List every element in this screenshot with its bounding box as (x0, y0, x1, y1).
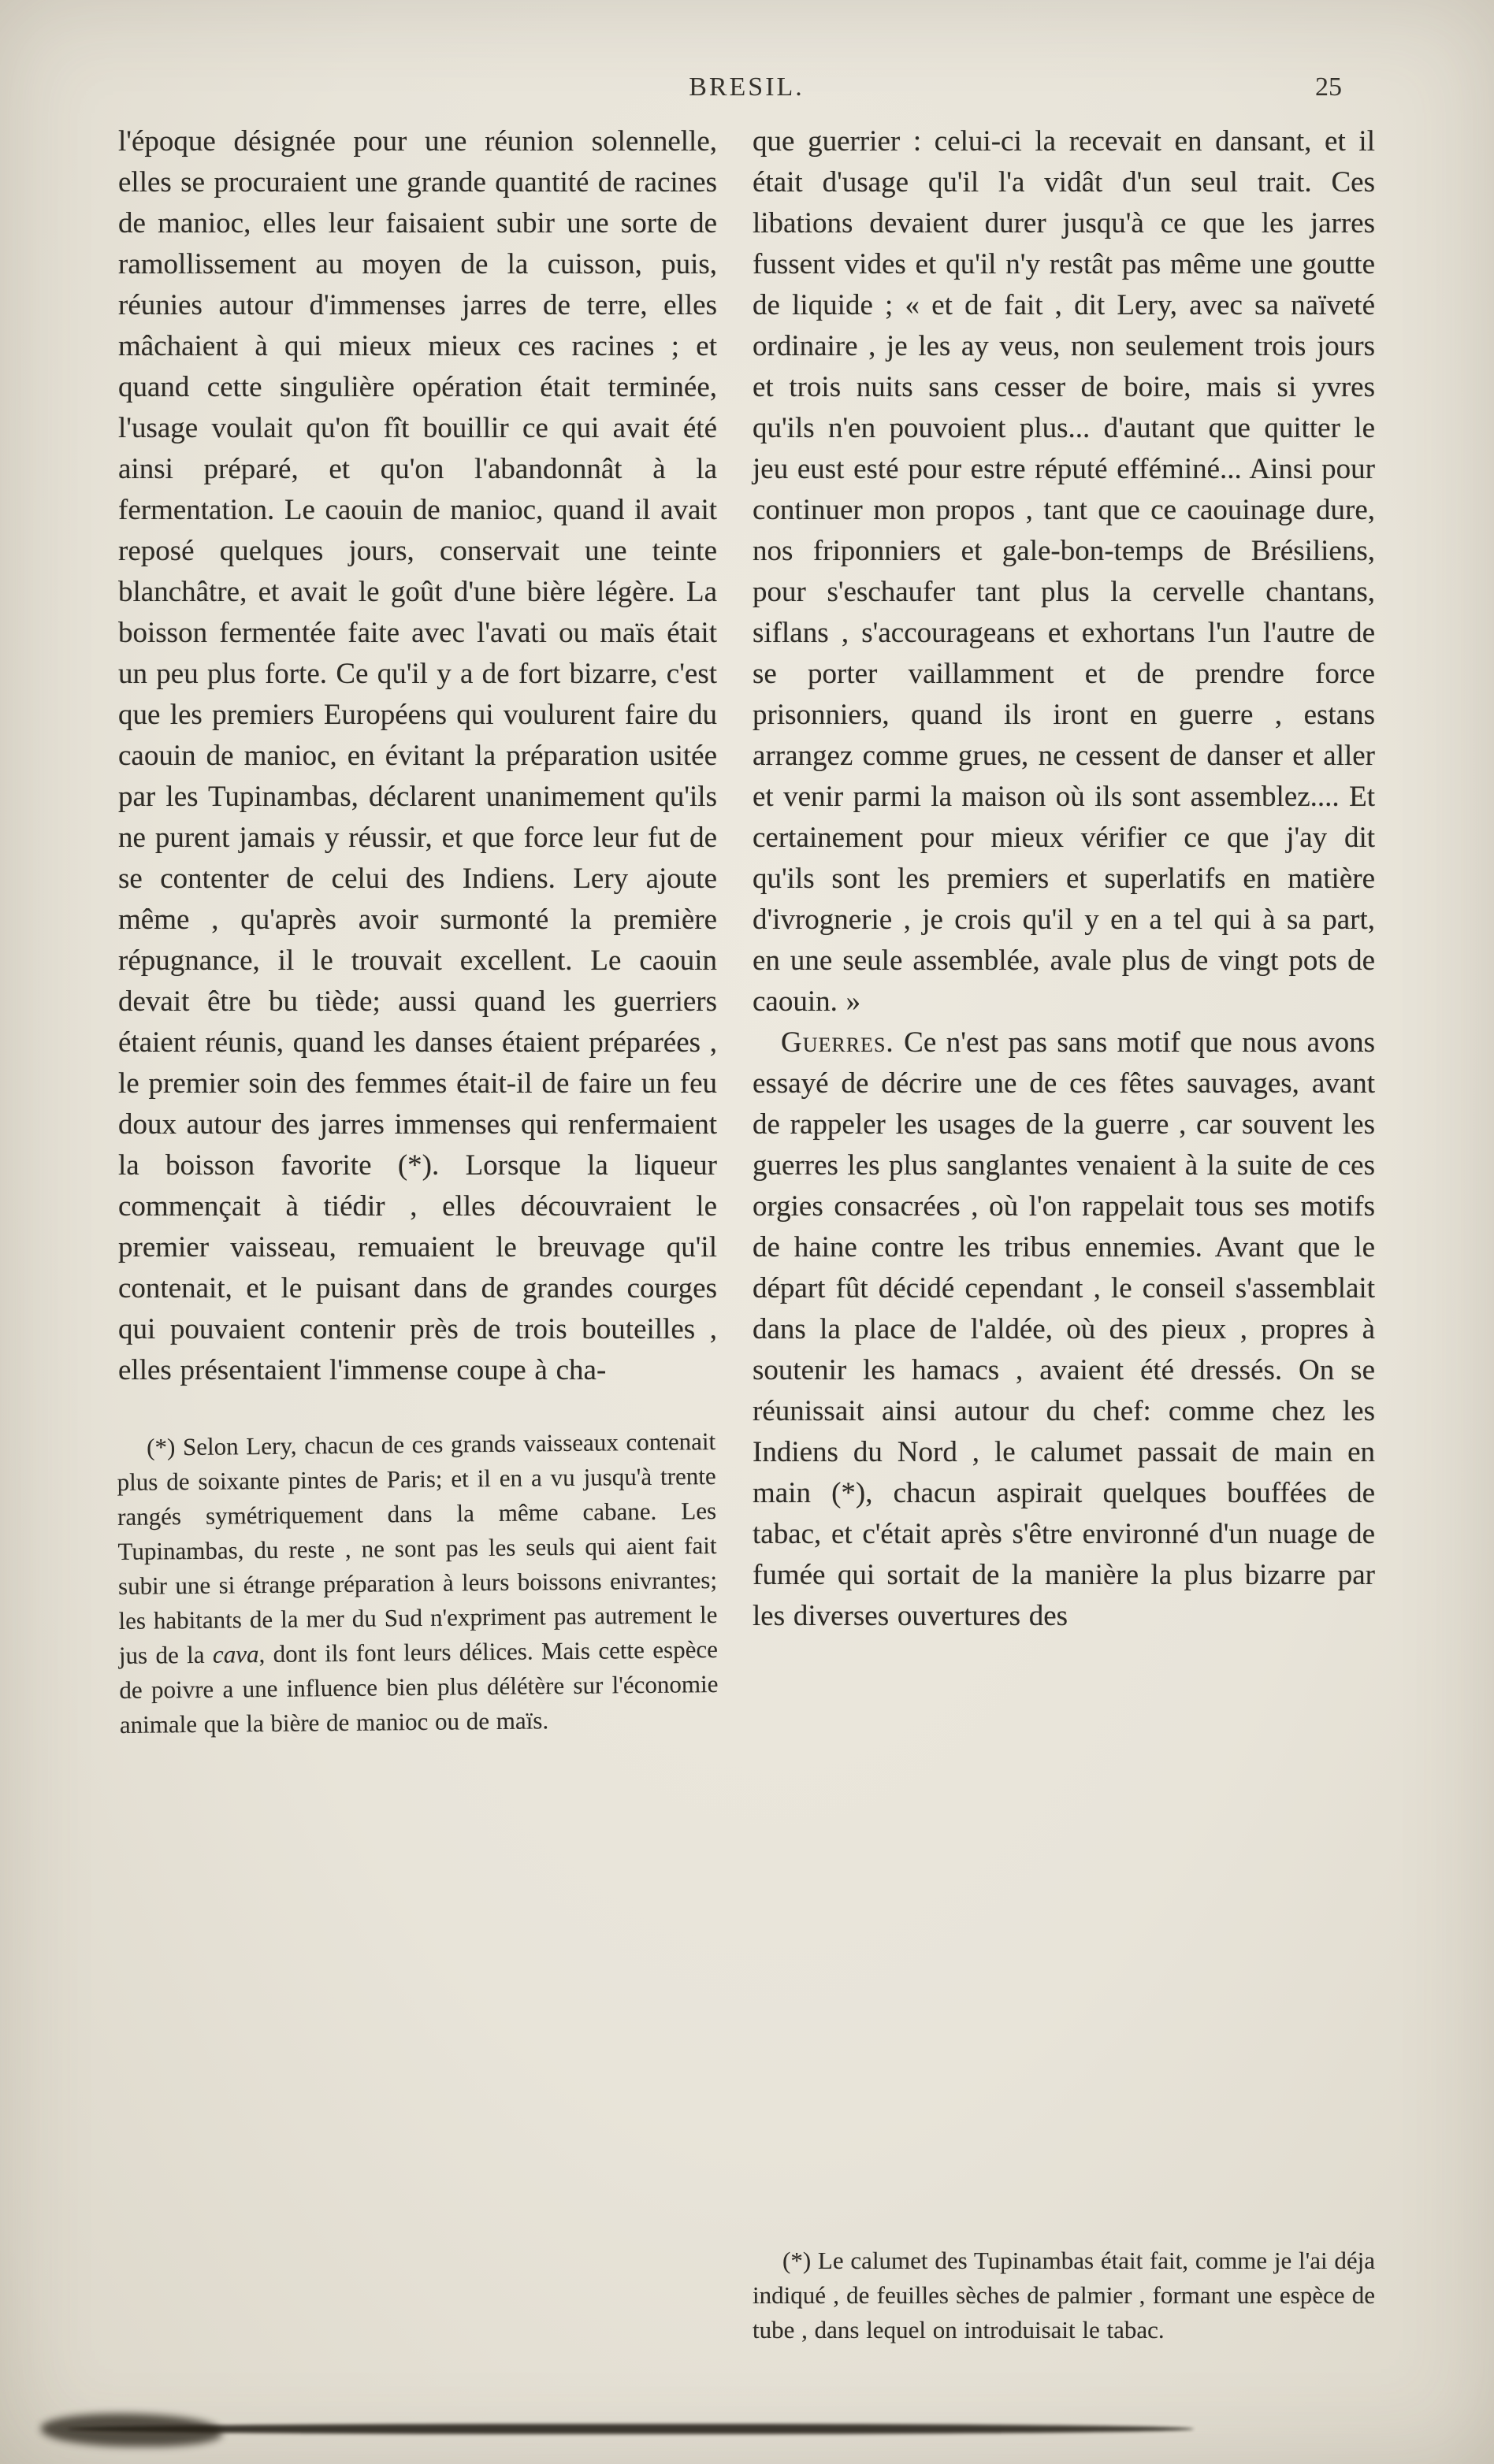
left-footnote-text-end: , dont ils font leurs délices. Mais cette espèce de poivre a une influence bien plus délétère sur l'économie animale que la bière de manioc ou de maïs. (119, 1635, 719, 1739)
running-title: BRESIL. (689, 72, 805, 102)
right-footnote: (*) Le calumet des Tupinambas était fait, comme je l'ai déja indiqué , de feuilles sèches de palmier , formant une espèce de tube , dans lequel on introduisait le tabac. (753, 2247, 1375, 2343)
guerres-section-text: Ce n'est pas sans motif que nous avons essayé de décrire une de ces fêtes sauvages, avant de rappeler les usages de la guerre , car souvent les guerres les plus sanglantes venaient à la suite de ces orgies consacrées , où l'on rappelait tous ses motifs de haine contre les tribus ennemies. Avant que le départ fût décidé cependant , le conseil s'assemblait dans la place de l'aldée, où des pieux , propres à soutenir les hamacs , avaient été dressés. On se réunissait ainsi autour du chef: comme chez les Indiens du Nord , le calumet passait de main en main (*), chacun aspirait quelques bouffées de tabac, et c'était après s'être environné d'un nuage de fumée qui sortait de la manière la plus bizarre par les diverses ouvertures des (753, 1026, 1375, 1632)
right-body-paragraph-1: que guerrier : celui-ci la recevait en dansant, et il était d'usage qu'il l'a vidât d'un seul trait. Ces libations devaient durer jusqu'à ce que les jarres fussent vides et qu'il n'y restât pas même une goutte de liquide ; « et de fait , dit Lery, avec sa naïveté ordinaire , je les ay veus, non seulement trois jours et trois nuits sans cesser de boire, mais si yvres qu'ils n'en pouvoient plus... d'autant que quitter le jeu eust esté pour estre réputé efféminé... Ainsi pour continuer mon propos , tant que ce caouinage dure, nos friponniers et gale-bon-temps de Brésiliens, pour s'eschaufer tant plus la cervelle chantans, siflans , s'accourageans et exhortans l'un l'autre de se porter vaillamment et de prendre force prisonniers, quand ils iront en guerre , estans arrangez comme grues, ne cessent de danser et aller et venir parmi la maison où ils sont assemblez.... Et certainement pour mieux vérifier ce que j'ay dit qu'ils sont les premiers et superlatifs en matière d'ivrognerie , je crois qu'il y en a tel qui à sa part, en une seule assemblée, avale plus de vingt pots de caouin. » (753, 125, 1375, 1018)
page-header (118, 72, 1375, 118)
right-column (753, 121, 1375, 2347)
scan-corner-artifact (41, 2414, 222, 2447)
left-body-paragraph: l'époque désignée pour une réunion solennelle, elles se procuraient une grande quantité de racines de manioc, elles leur faisaient subir une sorte de ramollissement au moyen de la cuisson, puis, réunies autour d'immenses jarres de terre, elles mâchaient à qui mieux mieux ces racines ; et quand cette singulière opération était terminée, l'usage voulait qu'on fît bouillir ce qui avait été ainsi préparé, et qu'on l'abandonnât à la fermentation. Le caouin de manioc, quand il avait reposé quelques jours, conservait une teinte blanchâtre, et avait le goût d'une bière légère. La boisson fermentée faite avec l'avati ou maïs était un peu plus forte. Ce qu'il y a de fort bizarre, c'est que les premiers Européens qui voulurent faire du caouin de manioc, en évitant la préparation usitée par les Tupinambas, déclarent unanimement qu'ils ne purent jamais y réussir, et que force leur fut de se contenter de celui des Indiens. Lery ajoute même , qu'après avoir surmonté la première répugnance, il le trouvait excellent. Le caouin devait être bu tiède; aussi quand les guerriers étaient réunis, quand les danses étaient préparées , le premier soin des femmes était-il de faire un feu doux autour des jarres immenses qui renfermaient la boisson favorite (*). Lorsque la liqueur commençait à tiédir , elles découvraient le premier vaisseau, remuaient le breuvage qu'il contenait, et le puisant dans de grandes courges qui pouvaient contenir près de trois bouteilles , elles présentaient l'immense coupe à cha- (118, 125, 717, 1386)
scan-edge-artifact (67, 2424, 1194, 2434)
guerres-section-lead: Guerres. (781, 1026, 894, 1059)
page-number: 25 (1315, 72, 1342, 102)
left-footnote-text-start: (*) Selon Lery, chacun de ces grands vaisseaux contenait plus de soixante pintes de Paris; et il en a vu jusqu'à trente rangés symétriquement dans la même cabane. Les Tupinambas, du reste , ne sont pas les seuls qui aient fait subir une si étrange préparation à leurs boissons enivrantes; les habitants de la mer du Sud n'expriment pas autrement le jus de la (117, 1427, 718, 1669)
right-body-paragraph-2 (753, 1022, 1375, 1637)
left-column (118, 121, 717, 2347)
left-footnote-italic-word: cava (212, 1640, 259, 1668)
left-footnote (117, 1424, 719, 1742)
text-columns (118, 121, 1375, 2347)
page-content (118, 72, 1375, 2347)
